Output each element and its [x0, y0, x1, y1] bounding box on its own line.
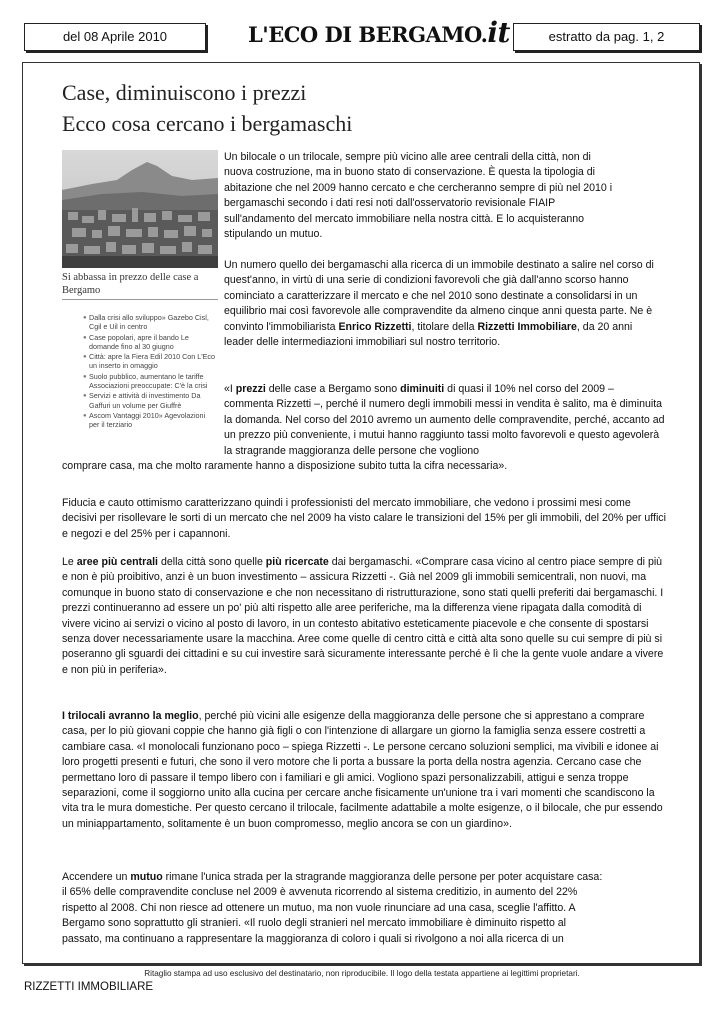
- related-link[interactable]: ● Servizi e attività di investimento Da Gaffuri un volume per Giuffrè: [83, 391, 201, 410]
- paragraph-trilocali: I trilocali avranno la meglio, perché più vicini alle esigenze della maggioranza delle persone che si apprestano a comprare casa, per lo più giovani coppie che hanno già figli o con l'intenzione di allargare un giorno la famiglia senza essere costretti a cambiare casa. «I monolocali funzionano poco – spiega Rizzetti -. Le persone cercano soluzioni semplici, ma vivibili e idonee ai loro progetti presenti e futuri, che sono il vero motore che li porta a bussare la porta della nostra agenzia. Cercano case che permettano loro di passare il tempo libero con i familiari e gli amici. Vogliono spazi personalizzabili, attigui e senza troppe separazioni, come il soggiorno unito alla cucina per cercare anche fisicamente un'unione tra i vari momenti che scandiscono la vita tra le mura domestiche. Per questo cercano il trilocale, facilmente adattabile a molte esigenze, o il bilocale, che pur essendo un miniappartamento, solitamente è un buon compromesso, meglio ancora se con un giardino».: [62, 710, 663, 830]
- article-headline: [62, 77, 662, 139]
- name-highlight: Enrico Rizzetti: [338, 320, 412, 333]
- paragraph-prices: «I prezzi delle case a Bergamo sono diminuiti di quasi il 10% nel corso del 2009 – commenta Rizzetti –, perché il numero degli immobili messi in vendita è salito, ma è diminuita la domanda. Nel corso del 2010 avremo un aumento delle compravendite, perché, accanto ad un prezzo più conveniente, i mutui hanno raggiunto tassi molto favorevoli e questo agevolerà la stragrande maggioranza delle persone che vogliono comprare casa, ma che molto raramente hanno a disposizione subito tutta la cifra necessaria».: [62, 383, 665, 473]
- newspaper-logo: L'ECO DI BERGAMO.it: [248, 16, 510, 49]
- extract-box: [513, 23, 700, 51]
- related-link[interactable]: ● Case popolari, apre il bando Le domande fino al 30 giugno: [83, 332, 189, 351]
- bullet-icon: ●: [83, 393, 87, 400]
- headline-line-1: Case, diminuiscono i prezzi: [62, 80, 307, 105]
- paragraph-rizzetti: Un numero quello dei bergamaschi alla ricerca di un immobile destinato a salire nel corso di quest'anno, in virtù di una serie di condizioni favorevoli che già dall'anno scorso hanno cominciato a caratterizzare il mercato e che nel 2010 sono destinate a consolidarsi in un equilibrio mai così favorevole alle compravendite da almeno cinque anni questa parte. Ne è convinto l'immobiliarista Enrico Rizzetti, titolare della Rizzetti Immobiliare, da 20 anni leader delle intermediazioni immobiliari sul nostro territorio.: [224, 259, 654, 349]
- bullet-icon: ●: [83, 412, 87, 419]
- related-link[interactable]: ● Città: apre la Fiera Edil 2010 Con L'Eco un inserto in omaggio: [83, 352, 216, 371]
- article-photo: [62, 150, 218, 268]
- city-photo-image: [62, 150, 218, 268]
- paragraph-market: Fiducia e cauto ottimismo caratterizzano quindi i professionisti del mercato immobiliare, che vedono i prossimi mesi come decisivi per risollevare le sorti di un mercato che nel 2009 ha visto calare le transizioni del 15% per gli immobili, del 20% per uffici e negozi e del 25% per i capannoni.: [62, 497, 666, 540]
- paragraph-central-areas: Le aree più centrali della città sono quelle più ricercate dai bergamaschi. «Comprare casa vicino al centro piace sempre di più e non è più proibitivo, anzi è un buon investimento – assicura Rizzetti -. Già nel 2009 gli immobili semicentrali, non nuovi, ma comunque in buono stato di conservazione e che non necessitano di ristrutturazione, sono stati quelli preferiti dai bergamaschi. I prezzi continueranno ad essere un po' più alti rispetto alle aree periferiche, ma la differenza viene ripagata dalla comodità di vivere vicino ai servizi o vicino al posto di lavoro, in un contesto abitativo esteticamente piacevole e che consente di spostarsi senza dover necessariamente usare la macchina. Aree come quelle di centro città e città alta sono quelle su cui sempre di più si poseranno gli sguardi dei cittadini e su cui investire sarà sicuramente interessante perché è lì che la gente vuole andare a vivere e non più in periferia».: [62, 556, 664, 676]
- related-link[interactable]: ● Dalla crisi allo sviluppo» Gazebo Cisl, Cgil e Uil in centro: [83, 313, 209, 332]
- publication-date: del 08 Aprile 2010: [62, 29, 168, 44]
- bullet-icon: ●: [83, 354, 87, 361]
- photo-caption: Si abbassa in prezzo delle case a Bergamo: [62, 271, 218, 300]
- bullet-icon: ●: [83, 373, 87, 380]
- extract-pages: estratto da pag. 1, 2: [548, 29, 665, 44]
- related-link[interactable]: ● Ascom Vantaggi 2010» Agevolazioni per il terziario: [83, 410, 206, 430]
- bullet-icon: ●: [83, 315, 87, 321]
- client-name: RIZZETTI IMMOBILIARE: [24, 981, 154, 993]
- bullet-icon: ●: [83, 334, 87, 341]
- company-highlight: Rizzetti Immobiliare: [477, 320, 577, 333]
- headline-line-2: Ecco cosa cercano i bergamaschi: [62, 111, 353, 136]
- footer-disclaimer: Ritaglio stampa ad uso esclusivo del destinatario, non riproducibile. Il logo della testata appartiene ai legittimi proprietari.: [144, 969, 580, 978]
- related-link[interactable]: ● Suolo pubblico, aumentano le tariffe Associazioni preoccupate: C'è la crisi: [83, 371, 208, 391]
- paragraph-intro: Un bilocale o un trilocale, sempre più vicino alle aree centrali della città, non di nuova costruzione, ma in buono stato di conservazione. È questa la tipologia di abitazione che nel 2009 hanno cercato e che cercheranno sempre di più nel 2010 i bergamaschi secondo i dati resi noti dall'osservatorio revisionale FIAIP sull'andamento del mercato immobiliare nella nostra città. E lo acquisteranno stipulando un mutuo.: [224, 151, 613, 241]
- date-box: [24, 23, 206, 51]
- paragraph-mutuo: Accendere un mutuo rimane l'unica strada per la stragrande maggioranza delle persone per poter acquistare casa: il 65% delle compravendite concluse nel 2009 è avvenuta ricorrendo al sistema creditizio, in aumento del 22% rispetto al 2008. Chi non riesce ad ottenere un mutuo, ma non vuole rinunciare ad una casa, sceglie l'affitto. A Bergamo sono soprattutto gli stranieri. «Il ruolo degli stranieri nel mercato immobiliare è diminuito rispetto al passato, ma continuano a rappresentare la maggioranza di coloro i quali si rivolgono a noi alla ricerca di un: [62, 871, 603, 945]
